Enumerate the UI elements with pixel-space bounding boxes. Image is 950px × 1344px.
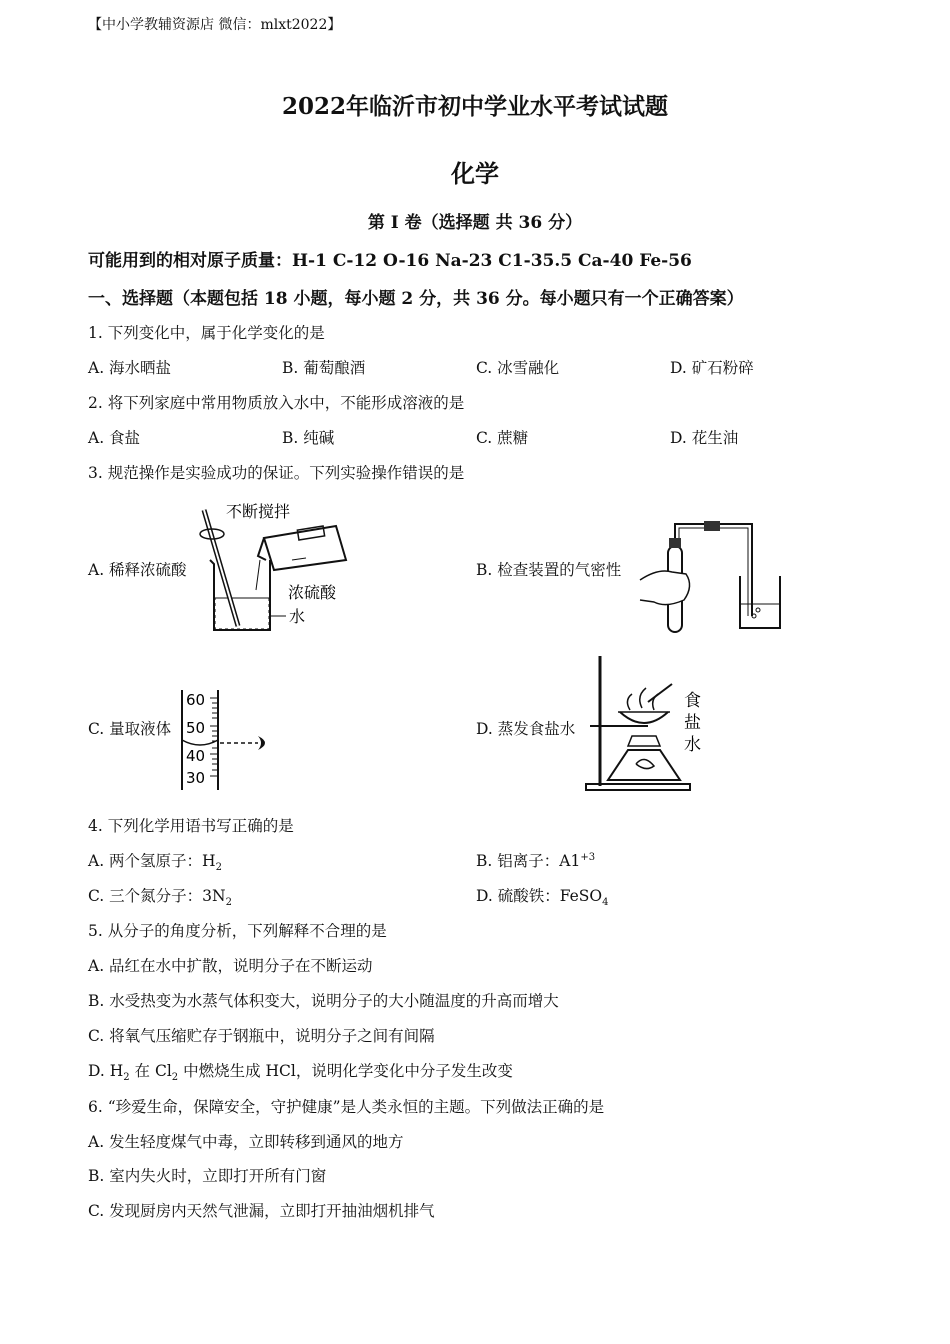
q6-option-c: C. 发现厨房内天然气泄漏，立即打开抽油烟机排气 (88, 1202, 435, 1220)
q2-option-b: B. 纯碱 (282, 429, 335, 447)
q4-option-c: C. 三个氮分子：$3N_2$ (88, 887, 232, 909)
figure-measuring-cylinder (176, 688, 282, 792)
label-shi: 食 (684, 691, 701, 711)
q1-option-a: A. 海水晒盐 (88, 359, 172, 377)
subject-title: 化学 (451, 159, 499, 188)
tick-50: 50 (186, 719, 206, 737)
q2-option-c: C. 蔗糖 (476, 429, 529, 447)
question-6-stem: 6. “珍爱生命，保障安全，守护健康”是人类永恒的主题。下列做法正确的是 (88, 1098, 605, 1116)
tick-30: 30 (186, 769, 206, 787)
q2-option-a: A. 食盐 (88, 429, 141, 447)
label-shui: 水 (684, 735, 701, 755)
figure-evaporation (584, 654, 708, 792)
q1-option-d: D. 矿石粉碎 (670, 359, 754, 377)
tick-60: 60 (186, 691, 206, 709)
tick-40: 40 (186, 747, 206, 765)
q5-option-a: A. 品红在水中扩散，说明分子在不断运动 (88, 957, 373, 975)
question-5-stem: 5. 从分子的角度分析，下列解释不合理的是 (88, 922, 387, 940)
q2-option-d: D. 花生油 (670, 429, 739, 447)
exam-title: 2022年临沂市初中学业水平考试试题 (281, 93, 668, 120)
figure-airtightness (636, 516, 786, 634)
q5-option-b: B. 水受热变为水蒸气体积变大，说明分子的大小随温度的升高而增大 (88, 992, 559, 1010)
question-3-stem: 3. 规范操作是实验成功的保证。下列实验操作错误的是 (88, 464, 465, 482)
q4-option-a: A. 两个氢原子：$H_2$ (88, 852, 222, 874)
q1-option-b: B. 葡萄酿酒 (282, 359, 366, 377)
label-water: 水 (289, 607, 306, 626)
label-yan: 盐 (684, 713, 701, 733)
q3-option-c: C. 量取液体 (88, 720, 172, 738)
q5-option-d: D. $H_2$ 在 $Cl_2$ 中燃烧生成 HCl，说明化学变化中分子发生改变 (88, 1062, 513, 1084)
volume-title: 第 I 卷（选择题 共 36 分） (367, 213, 583, 233)
q4-option-d: D. 硫酸铁：FeSO$_4$ (476, 887, 609, 909)
q3-option-b: B. 检查装置的气密性 (476, 561, 622, 579)
label-stir: 不断搅拌 (226, 502, 291, 521)
q3-option-a: A. 稀释浓硫酸 (88, 561, 187, 579)
figure-dilute-acid (196, 498, 366, 636)
q4-option-b: B. 铝离子：$A1^{+3}$ (476, 851, 596, 870)
q1-option-c: C. 冰雪融化 (476, 359, 560, 377)
q5-option-c: C. 将氧气压缩贮存于钢瓶中，说明分子之间有间隔 (88, 1027, 435, 1045)
q6-option-a: A. 发生轻度煤气中毒，立即转移到通风的地方 (88, 1133, 404, 1151)
atomic-masses: 可能用到的相对原子质量：H-1 C-12 O-16 Na-23 C1-35.5 Ca-40 Fe-56 (88, 251, 692, 271)
question-2-stem: 2. 将下列家庭中常用物质放入水中，不能形成溶液的是 (88, 394, 465, 412)
q6-option-b: B. 室内失火时，立即打开所有门窗 (88, 1167, 327, 1185)
q3-option-d: D. 蒸发食盐水 (476, 720, 576, 738)
section-heading: 一、选择题（本题包括 18 小题，每小题 2 分，共 36 分。每小题只有一个正确答案） (88, 289, 744, 309)
question-4-stem: 4. 下列化学用语书写正确的是 (88, 817, 294, 835)
label-acid: 浓硫酸 (288, 583, 337, 602)
question-1-stem: 1. 下列变化中，属于化学变化的是 (88, 324, 325, 342)
page-header: 【中小学教辅资源店 微信：mlxt2022】 (88, 17, 342, 33)
